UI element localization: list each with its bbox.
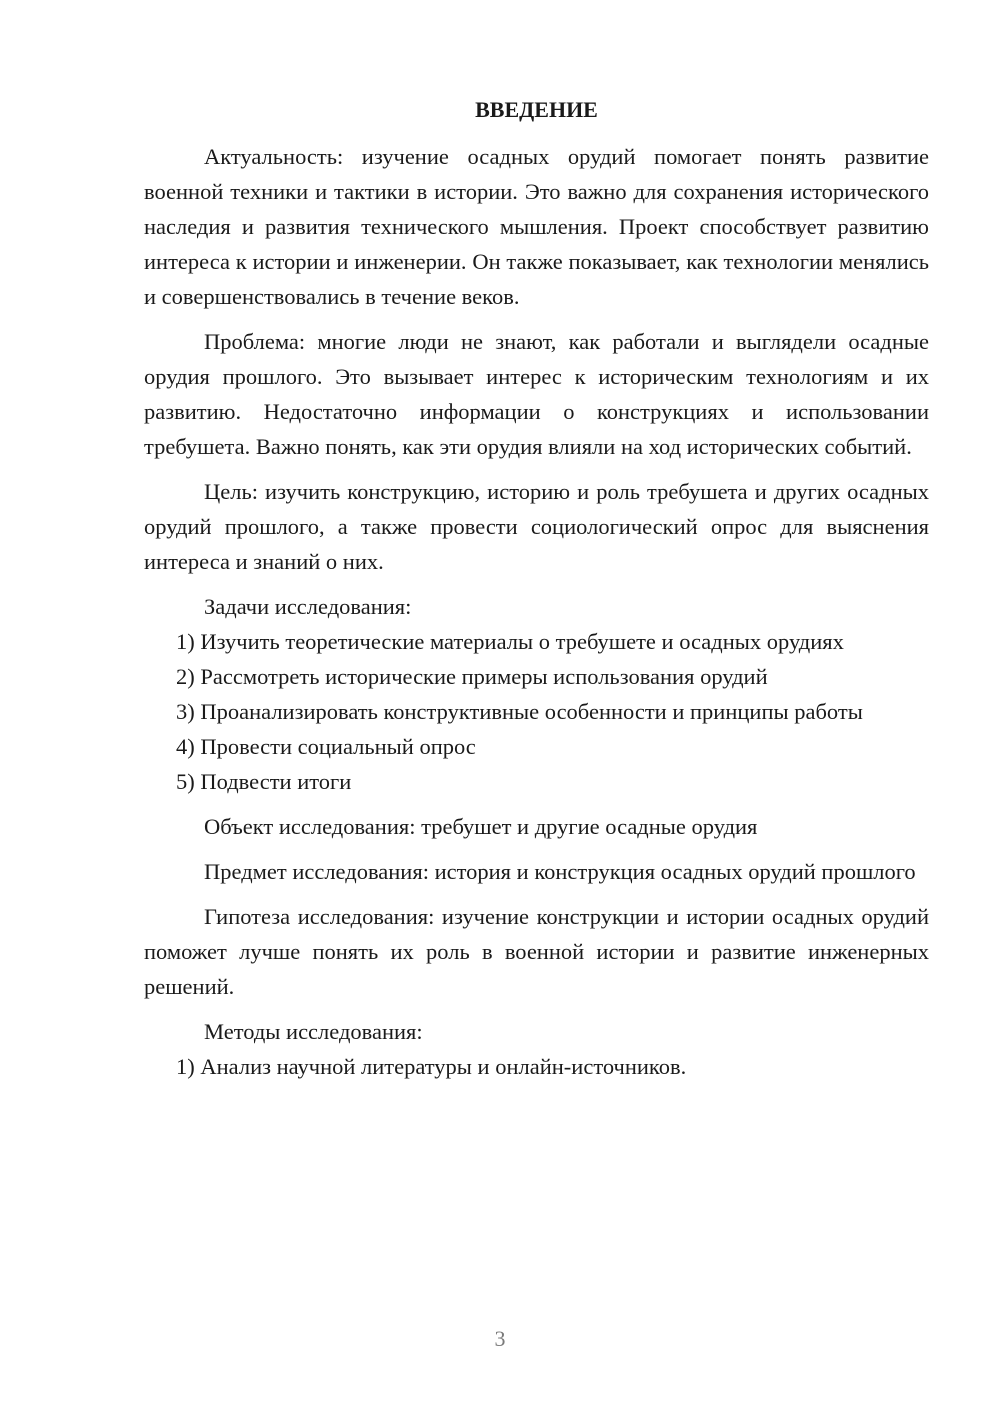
section-heading: ВВЕДЕНИЕ xyxy=(475,97,598,122)
paragraph-hypothesis: Гипотеза исследования: изучение конструкции и истории осадных орудий поможет лучше понять их роль в военной истории и развитие инженерных решений. xyxy=(144,904,929,999)
task-item: 5) Подвести итоги xyxy=(176,769,352,794)
page-number: 3 xyxy=(494,1326,506,1351)
task-item: 1) Изучить теоретические материалы о требушете и осадных орудиях xyxy=(176,629,844,654)
paragraph-problem: Проблема: многие люди не знают, как работали и выглядели осадные орудия прошлого. Это вызывает интерес к историческим технологиям и их развитию. Недостаточно информации о конструкциях и использовании требушета. Важно понять, как эти орудия влияли на ход исторических событий. xyxy=(144,329,929,459)
paragraph-subject: Предмет исследования: история и конструкция осадных орудий прошлого xyxy=(204,859,916,884)
method-item: 1) Анализ научной литературы и онлайн-источников. xyxy=(176,1054,687,1079)
paragraph-object: Объект исследования: требушет и другие осадные орудия xyxy=(204,814,758,839)
page-body xyxy=(144,95,929,1084)
task-item: 2) Рассмотреть исторические примеры использования орудий xyxy=(176,664,768,689)
paragraph-goal: Цель: изучить конструкцию, историю и роль требушета и других осадных орудий прошлого, а также провести социологический опрос для выяснения интереса и знаний о них. xyxy=(144,479,929,574)
paragraph-relevance: Актуальность: изучение осадных орудий помогает понять развитие военной техники и тактики в истории. Это важно для сохранения исторического наследия и развития технического мышления. Проект способствует развитию интереса к истории и инженерии. Он также показывает, как технологии менялись и совершенствовались в течение веков. xyxy=(144,144,929,309)
methods-heading: Методы исследования: xyxy=(204,1019,423,1044)
task-item: 4) Провести социальный опрос xyxy=(176,734,476,759)
task-item: 3) Проанализировать конструктивные особенности и принципы работы xyxy=(176,699,863,724)
tasks-heading: Задачи исследования: xyxy=(204,594,412,619)
